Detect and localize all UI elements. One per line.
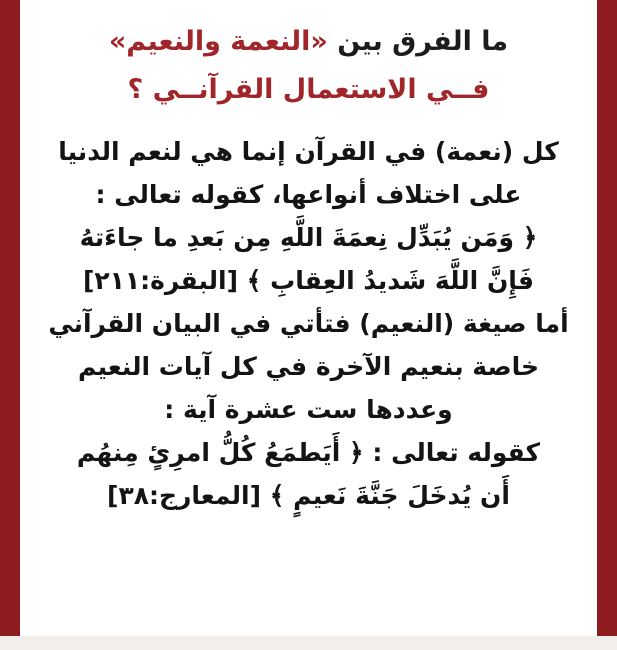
post-content xyxy=(40,18,577,517)
body-line: وعددها ست عشرة آية : xyxy=(164,395,453,424)
quran-verse-line: فَإِنَّ اللَّهَ شَديدُ العِقابِ ﴾ [البقرة:٢١١] xyxy=(82,266,535,295)
body-line: على اختلاف أنواعها، كقوله تعالى : xyxy=(95,180,522,209)
left-frame-border xyxy=(0,0,20,636)
title-line-1 xyxy=(40,18,577,66)
body-line: خاصة بنعيم الآخرة في كل آيات النعيم xyxy=(77,352,540,381)
quran-verse-line: ﴿ وَمَن يُبَدِّل نِعمَةَ اللَّهِ مِن بَعدِ ما جاءَتهُ xyxy=(79,223,538,252)
quran-verse-line: أَن يُدخَلَ جَنَّةَ نَعيمٍ ﴾ [المعارج:٣٨] xyxy=(107,481,510,510)
bottom-strip xyxy=(0,636,617,650)
body-line: أما صيغة (النعيم) فتأتي في البيان القرآني xyxy=(48,309,569,338)
right-frame-border xyxy=(597,0,617,636)
quran-verse-line: كقوله تعالى : ﴿ أَيَطمَعُ كُلُّ امرِئٍ مِنهُم xyxy=(76,438,541,467)
body-text xyxy=(40,130,577,517)
title-highlight: «النعمة والنعيم» xyxy=(108,26,328,57)
title-prefix: ما الفرق بين xyxy=(327,26,509,57)
title-line-2: فــي الاستعمال القرآنــي ؟ xyxy=(127,74,490,105)
body-line: كل (نعمة) في القرآن إنما هي لنعم الدنيا xyxy=(58,137,559,166)
